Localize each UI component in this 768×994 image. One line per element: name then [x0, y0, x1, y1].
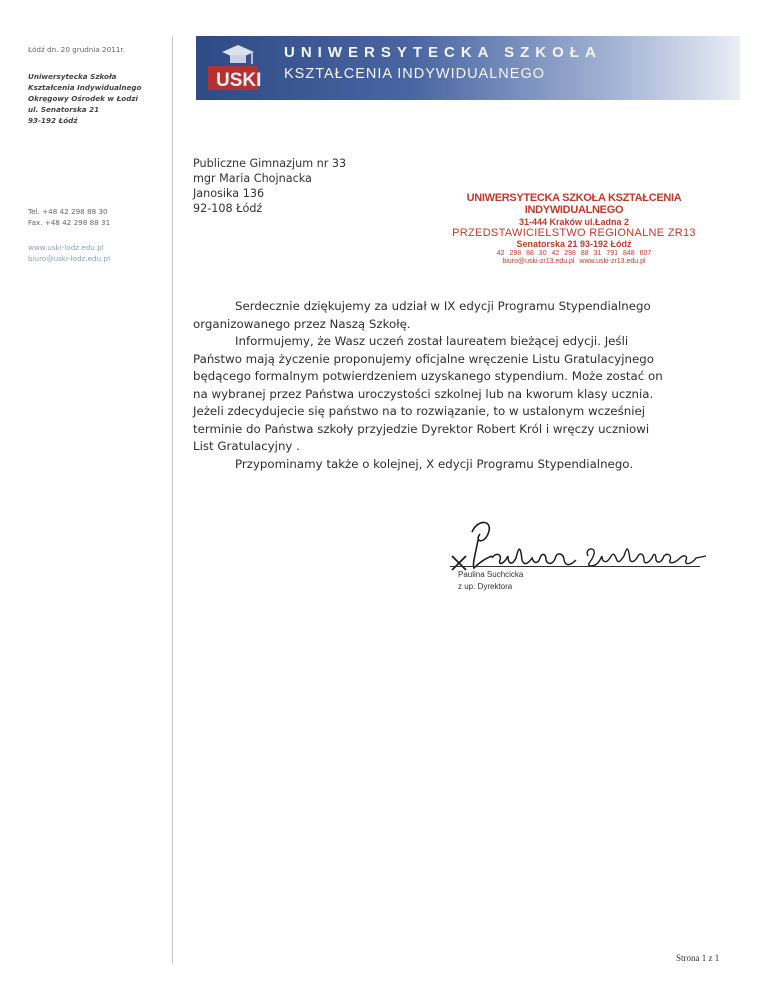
- website-link[interactable]: www.uski-lodz.edu.pl: [28, 243, 104, 252]
- school-name-line1: UNIWERSYTECKA SZKOŁA: [284, 44, 602, 61]
- signature-line: [450, 566, 700, 567]
- stamp-line: PRZEDSTAWICIELSTWO REGIONALNE ZR13: [452, 227, 696, 239]
- contact-web: [28, 242, 168, 264]
- logo-text: USKI: [216, 70, 262, 91]
- stamp-line: 42 298 88 30 42 298 88 31 791 848 607: [496, 250, 652, 257]
- org-line: Uniwersytecka Szkoła: [28, 72, 117, 81]
- signatory-name: Paulina Suchcicka: [458, 570, 524, 579]
- org-line: Kształcenia Indywidualnego: [28, 83, 142, 92]
- letterhead-banner: [196, 36, 740, 100]
- stamp-line: UNIWERSYTECKA SZKOŁA KSZTAŁCENIA INDYWIDUALNEGO: [466, 192, 682, 216]
- school-name-line2: KSZTAŁCENIA INDYWIDUALNEGO: [284, 66, 545, 82]
- body-paragraph: Przypominamy także o kolejnej, X edycji Programu Stypendialnego.: [235, 456, 634, 471]
- recipient-line: Publiczne Gimnazjum nr 33: [193, 157, 347, 170]
- recipient-line: mgr Maria Chojnacka: [193, 172, 312, 185]
- recipient-address: [193, 156, 346, 216]
- signatory-role: z up. Dyrektora: [458, 582, 513, 591]
- handwritten-signature: [448, 512, 718, 572]
- recipient-line: Janosika 136: [193, 187, 265, 200]
- stamp-line: Senatorska 21 93-192 Łódź: [516, 239, 632, 249]
- fax-number: Fax. +48 42 298 88 31: [28, 218, 111, 227]
- org-line: Okręgowy Ośrodek w Łodzi: [28, 94, 139, 103]
- sidebar-divider: [172, 36, 173, 964]
- contact-phones: [28, 206, 168, 228]
- sender-organization: [28, 71, 168, 126]
- stamp-line: biuro@uski-zr13.edu.pl www.uski-zr13.edu.pl: [502, 258, 646, 265]
- stamp-line: 31-444 Kraków ul.Ładna 2: [518, 217, 630, 227]
- org-line: ul. Senatorska 21: [28, 105, 100, 114]
- recipient-line: 92-108 Łódź: [193, 202, 263, 215]
- sender-sidebar: [28, 44, 168, 264]
- body-paragraph: Informujemy, że Wasz uczeń został laureatem bieżącej edycji. Jeśli Państwo mają życzenie proponujemy oficjalne wręczenie Listu Gratulacyjnego będącego formalnym potwierdzeniem uzyskanego stypendium. Może zostać on na wybranej przez Państwa uroczystości szkolnej lub na kworum klasy ucznia. Jeżeli zdecydujecie się państwo na to rozwiązanie, to w ustalonym wcześniej terminie do Państwa szkoły przyjedzie Dyrektor Robert Król i wręczy uczniowi List Gratulacyjny .: [193, 334, 663, 453]
- page-number: Strona 1 z 1: [676, 953, 720, 963]
- uski-logo: [204, 42, 262, 94]
- letter-body: [193, 298, 673, 473]
- body-paragraph: Serdecznie dziękujemy za udział w IX edycji Programu Stypendialnego organizowanego przez Naszą Szkołę.: [193, 299, 651, 331]
- email-link[interactable]: biuro@uski-lodz.edu.pl: [28, 254, 110, 263]
- school-stamp: [448, 192, 700, 265]
- org-line: 93-192 Łódź: [28, 116, 78, 125]
- phone-number: Tel. +48 42 298 88 30: [28, 207, 108, 216]
- letter-date: Łódź dn. 20 grudnia 2011r.: [28, 45, 125, 54]
- signatory: [458, 569, 523, 593]
